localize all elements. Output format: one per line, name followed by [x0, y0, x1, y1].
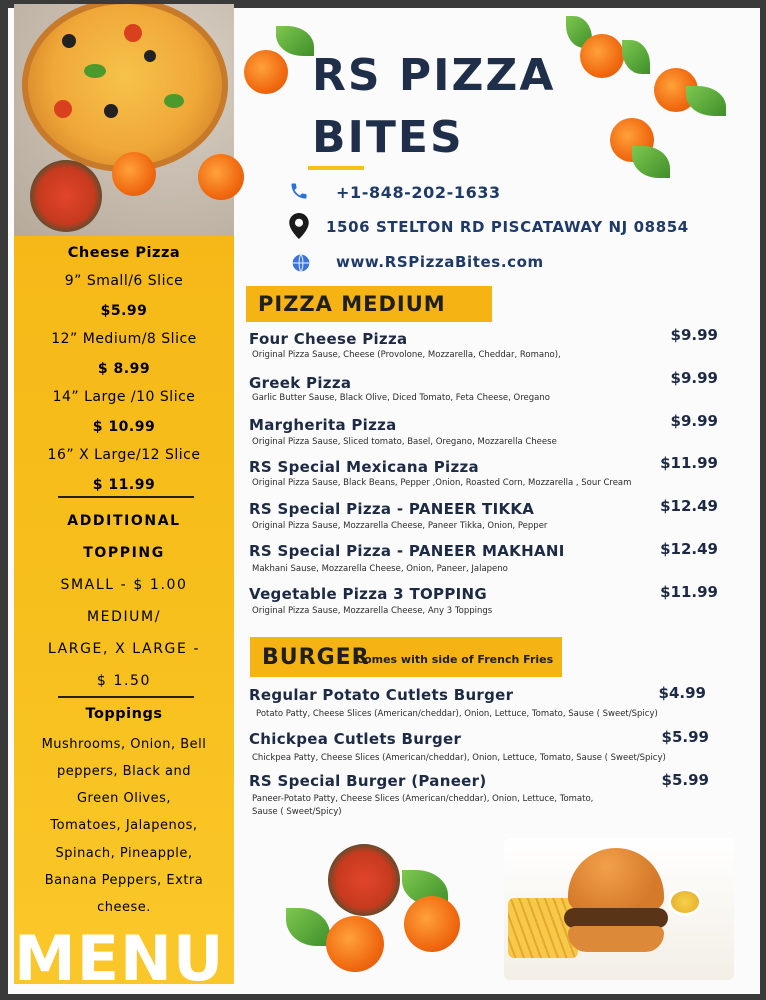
menu-item-desc: Original Pizza Sause, Sliced tomato, Basel, Oregano, Mozzarella Cheese: [252, 437, 557, 447]
toppings-line: cheese.: [97, 900, 151, 915]
menu-item-desc: Original Pizza Sause, Cheese (Provolone, Mozzarella, Cheddar, Romano),: [252, 350, 561, 360]
pizza-section-title: PIZZA MEDIUM: [258, 292, 446, 316]
menu-word: MENU: [14, 922, 225, 995]
menu-item-price: $9.99: [670, 326, 718, 344]
size-price: $ 10.99: [92, 419, 156, 435]
medium-topping-label: MEDIUM/: [86, 609, 162, 625]
menu-item-desc: Paneer-Potato Patty, Cheese Slices (American/cheddar), Onion, Lettuce, Tomato, Sause ( Sweet/Spicy): [252, 794, 594, 817]
sauce-cup-image: [668, 888, 702, 916]
tomato-slice-icon: [54, 100, 72, 118]
size-label: 16” X Large/12 Slice: [47, 447, 201, 463]
menu-item-name: Regular Potato Cutlets Burger: [249, 686, 514, 704]
menu-item-desc: Garlic Butter Sause, Black Olive, Diced Tomato, Feta Cheese, Oregano: [252, 393, 550, 403]
medium-topping-price: $ 1.50: [96, 673, 152, 689]
burger-bun: [568, 926, 664, 952]
menu-item-name: RS Special Pizza - PANEER MAKHANI: [249, 542, 565, 560]
location-pin-icon: [288, 212, 310, 240]
phone-number[interactable]: +1-848-202-1633: [336, 183, 501, 202]
tomato-icon: [244, 50, 288, 94]
burger-section-title: BURGER: [262, 645, 370, 670]
small-topping-price: SMALL - $ 1.00: [60, 577, 188, 593]
medium-topping-label: LARGE, X LARGE -: [47, 641, 201, 657]
menu-item-name: RS Special Burger (Paneer): [249, 772, 487, 790]
divider: [58, 496, 194, 498]
phone-icon: [288, 180, 310, 202]
menu-item-desc: Potato Patty, Cheese Slices (American/cheddar), Onion, Lettuce, Tomato, Sause ( Sweet/Spicy): [256, 709, 658, 719]
size-price: $5.99: [100, 303, 148, 319]
divider: [58, 696, 194, 698]
menu-item-price: $4.99: [658, 684, 706, 702]
toppings-line: Banana Peppers, Extra: [44, 873, 204, 888]
cheese-pizza-heading: Cheese Pizza: [67, 245, 181, 261]
olive-icon: [144, 50, 156, 62]
olive-icon: [62, 34, 76, 48]
size-label: 12” Medium/8 Slice: [51, 331, 197, 347]
menu-item-price: $5.99: [661, 728, 709, 746]
olive-icon: [104, 104, 118, 118]
title-underline: [308, 166, 364, 170]
address: 1506 STELTON RD PISCATAWAY NJ 08854: [326, 218, 689, 236]
tomato-icon: [404, 896, 460, 952]
burger-section-subtitle: Comes with side of French Fries: [356, 653, 554, 666]
menu-item-name: Four Cheese Pizza: [249, 330, 408, 348]
toppings-line: Spinach, Pineapple,: [55, 846, 193, 861]
toppings-line: Tomatoes, Jalapenos,: [50, 818, 198, 833]
menu-item-desc: Original Pizza Sause, Mozzarella Cheese, Any 3 Toppings: [252, 606, 493, 616]
size-label: 14” Large /10 Slice: [52, 389, 196, 405]
menu-item-desc: Chickpea Patty, Cheese Slices (American/cheddar), Onion, Lettuce, Tomato, Sause ( Sweet/Spicy): [252, 753, 666, 763]
menu-item-name: Chickpea Cutlets Burger: [249, 730, 462, 748]
menu-item-name: Vegetable Pizza 3 TOPPING: [249, 585, 487, 603]
burger-patty: [564, 908, 668, 928]
tomato-icon: [198, 154, 244, 200]
additional-topping-heading: TOPPING: [83, 545, 165, 561]
toppings-line: peppers, Black and: [57, 764, 191, 779]
menu-item-price: $11.99: [660, 454, 718, 472]
chili-bowl-image: [328, 844, 400, 916]
menu-item-desc: Original Pizza Sause, Mozzarella Cheese, Paneer Tikka, Onion, Pepper: [252, 521, 548, 531]
toppings-line: Mushrooms, Onion, Bell: [41, 737, 207, 752]
toppings-line: Green Olives,: [76, 791, 172, 806]
menu-item-price: $5.99: [661, 771, 709, 789]
menu-item-desc: Makhani Sause, Mozzarella Cheese, Onion, Paneer, Jalapeno: [252, 564, 508, 574]
website-link[interactable]: www.RSPizzaBites.com: [336, 253, 544, 271]
menu-item-price: $12.49: [660, 540, 718, 558]
restaurant-title: BITES: [312, 112, 464, 163]
tomato-icon: [326, 916, 384, 972]
tomato-slice-icon: [124, 24, 142, 42]
menu-item-price: $11.99: [660, 583, 718, 601]
restaurant-title: RS PIZZA: [312, 50, 556, 101]
burger-image: [568, 848, 664, 910]
additional-topping-heading: ADDITIONAL: [67, 513, 181, 529]
tomato-icon: [112, 152, 156, 196]
menu-item-price: $12.49: [660, 497, 718, 515]
menu-item-name: RS Special Pizza - PANEER TIKKA: [249, 500, 535, 518]
chili-bowl-image: [30, 160, 102, 232]
size-price: $ 11.99: [92, 477, 156, 493]
menu-item-desc: Original Pizza Sause, Black Beans, Pepper ,Onion, Roasted Corn, Mozzarella , Sour Cream: [252, 478, 632, 488]
toppings-heading: Toppings: [85, 706, 163, 722]
basil-icon: [84, 64, 106, 78]
menu-item-price: $9.99: [670, 369, 718, 387]
basil-icon: [164, 94, 184, 108]
globe-icon: [290, 252, 312, 274]
burger-photo: [504, 838, 734, 980]
menu-item-name: Greek Pizza: [249, 374, 352, 392]
menu-item-name: RS Special Mexicana Pizza: [249, 458, 479, 476]
tomato-icon: [580, 34, 624, 78]
size-label: 9” Small/6 Slice: [64, 273, 184, 289]
menu-item-price: $9.99: [670, 412, 718, 430]
menu-item-name: Margherita Pizza: [249, 416, 397, 434]
size-price: $ 8.99: [97, 361, 151, 377]
fries-image: [508, 898, 578, 958]
